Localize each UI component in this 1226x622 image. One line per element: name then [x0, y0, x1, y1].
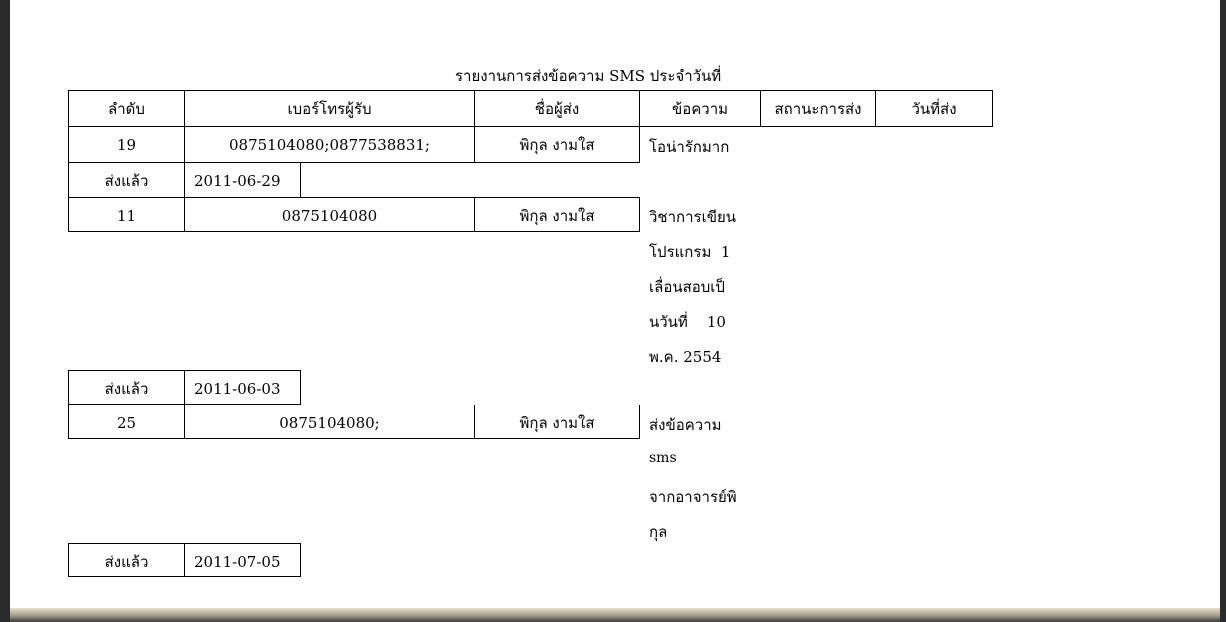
row-message-line: กุล [649, 523, 668, 541]
row-message-line: นวันที่ 10 [649, 313, 726, 331]
row-sender: พิกุล งามใส [475, 197, 640, 232]
viewer-frame-right [1220, 0, 1226, 622]
row-receiver: 0875104080; [185, 405, 475, 439]
row-message-line: วิชาการเขียน [649, 208, 737, 226]
viewer-frame-bottom [10, 608, 1220, 622]
row-message-line: ส่งข้อความ [649, 416, 722, 434]
row-date: 2011-06-03 [185, 370, 301, 405]
row-status: ส่งแล้ว [68, 370, 185, 405]
row-date: 2011-06-29 [185, 163, 301, 198]
row-receiver: 0875104080;0877538831; [185, 127, 475, 163]
row-no: 11 [68, 197, 185, 232]
row-message-line: จากอาจารย์พิ [649, 488, 737, 506]
header-sender: ชื่อผู้ส่ง [475, 90, 640, 127]
report-page [10, 0, 1220, 608]
row-no: 25 [68, 405, 185, 439]
header-status: สถานะการส่ง [761, 90, 876, 127]
row-message-line: โปรแกรม 1 [649, 243, 731, 261]
row-status: ส่งแล้ว [68, 163, 185, 198]
header-no: ลำดับ [68, 90, 185, 127]
viewer-frame-left [0, 0, 10, 622]
row-no: 19 [68, 127, 185, 163]
header-date: วันที่ส่ง [876, 90, 993, 127]
row-message-line: เลื่อนสอบเป็ [649, 278, 725, 296]
row-date: 2011-07-05 [185, 543, 301, 577]
row-status: ส่งแล้ว [68, 543, 185, 577]
row-sender: พิกุล งามใส [475, 405, 640, 439]
report-title: รายงานการส่งข้อความ SMS ประจำวันที่ [455, 67, 722, 85]
row-message-line: พ.ค. 2554 [649, 348, 722, 366]
header-message: ข้อความ [640, 90, 761, 127]
row-message-line: sms [649, 450, 677, 466]
row-sender: พิกุล งามใส [475, 127, 640, 163]
row-message-line: โอน่ารักมาก [649, 138, 730, 156]
row-receiver: 0875104080 [185, 197, 475, 232]
header-receiver: เบอร์โทรผู้รับ [185, 90, 475, 127]
